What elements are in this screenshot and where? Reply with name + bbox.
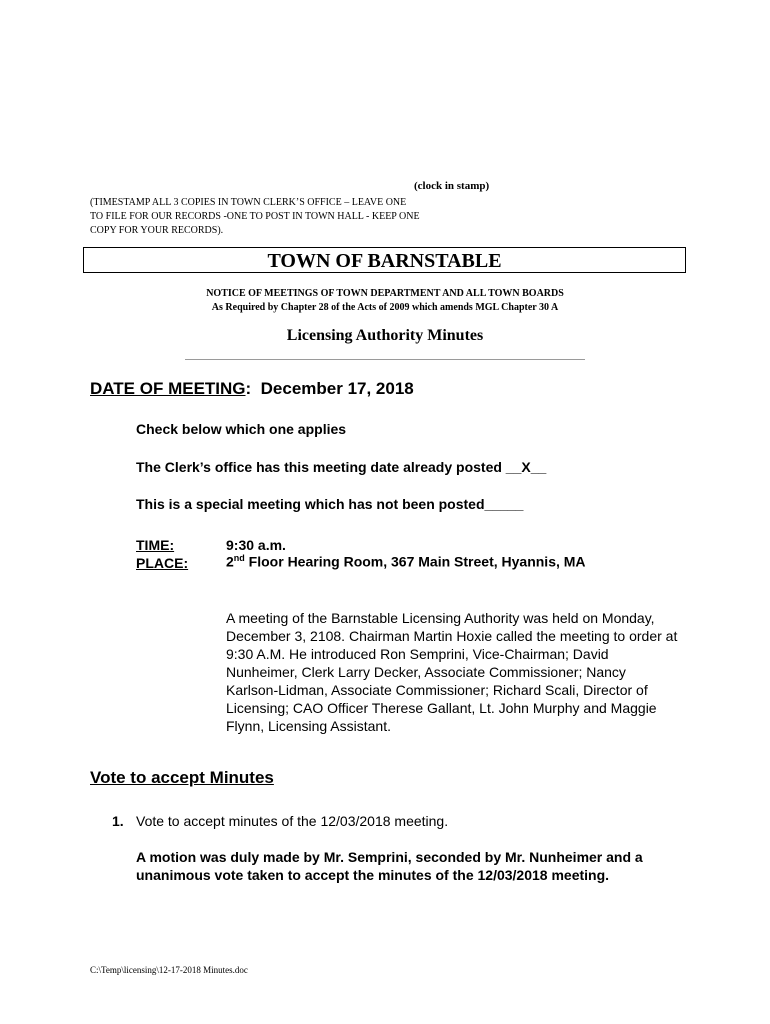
vote-item-text: Vote to accept minutes of the 12/03/2018 meeting.	[136, 813, 449, 829]
motion-text: A motion was duly made by Mr. Semprini, seconded by Mr. Nunheimer and a unanimous vote taken to accept the minutes of the 12/03/2018 meeting.	[136, 849, 643, 883]
notice-heading: NOTICE OF MEETINGS OF TOWN DEPARTMENT AND ALL TOWN BOARDS	[206, 288, 564, 299]
town-title: TOWN OF BARNSTABLE	[83, 247, 686, 273]
vote-heading: Vote to accept Minutes	[90, 768, 274, 787]
special-meeting-option: This is a special meeting which has not been posted_____	[136, 496, 524, 512]
posted-option: The Clerk’s office has this meeting date already posted __X__	[136, 459, 547, 475]
time-value: 9:30 a.m.	[226, 537, 286, 553]
place-value	[226, 553, 586, 570]
meeting-date-value: December 17, 2018	[260, 379, 414, 398]
meeting-date-row	[90, 379, 414, 399]
meeting-date-colon: :	[245, 379, 252, 398]
clock-stamp-label: (clock in stamp)	[414, 180, 490, 192]
time-label: TIME:	[136, 537, 175, 553]
document-subtitle: Licensing Authority Minutes	[286, 327, 484, 344]
vote-item-number: 1.	[112, 813, 124, 829]
place-floor-suffix: nd	[233, 553, 245, 563]
meeting-date-label: DATE OF MEETING	[90, 379, 246, 398]
place-address: Floor Hearing Room, 367 Main Street, Hyannis, MA	[244, 553, 586, 570]
place-label: PLACE:	[136, 555, 189, 571]
timestamp-instructions: (TIMESTAMP ALL 3 COPIES IN TOWN CLERK’S OFFICE – LEAVE ONE TO FILE FOR OUR RECORDS -ONE TO POST IN TOWN HALL - KEEP ONE COPY FOR YOUR RECORDS).	[90, 197, 420, 236]
footer-file-path: C:\Temp\licensing\12-17-2018 Minutes.doc	[90, 965, 248, 975]
meeting-description: A meeting of the Barnstable Licensing Authority was held on Monday, December 3, 2108. Chairman Martin Hoxie called the meeting to order at 9:30 A.M. He introduced Ron Semprini, Vice-Chairman; David Nunheimer, Clerk Larry Decker, Associate Commissioner; Nancy Karlson-Lidman, Associate Commissioner; Richard Scali, Director of Licensing; CAO Officer Therese Gallant, Lt. John Murphy and Maggie Flynn, Licensing Assistant.	[226, 610, 678, 734]
place-floor-number: 2	[226, 553, 234, 570]
check-instructions: Check below which one applies	[136, 421, 347, 437]
divider	[185, 359, 585, 360]
notice-subheading: As Required by Chapter 28 of the Acts of 2009 which amends MGL Chapter 30 A	[211, 302, 559, 313]
